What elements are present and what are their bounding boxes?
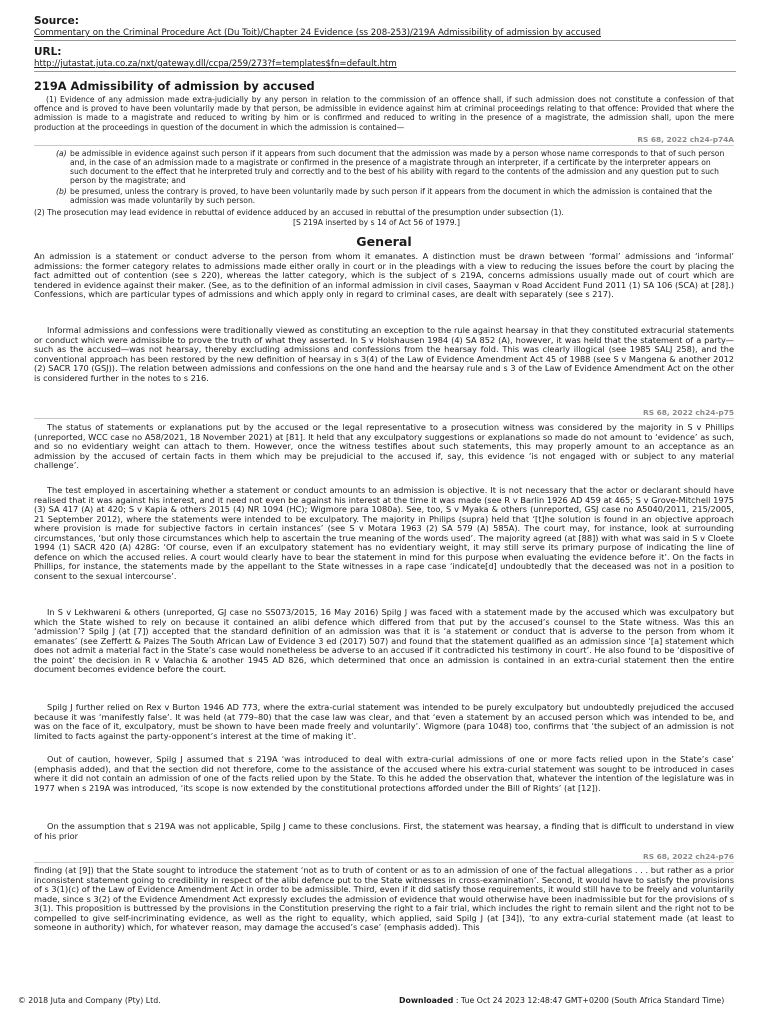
paragraph-text: On the assumption that s 219A was not applicable, Spilg J came to these conclusions. First, the statement was hearsay, a finding that is difficult to understand in view of his prior [34, 821, 734, 841]
subsection-1-text: (1) Evidence of any admission made extra-judicially by any person in relation to the commission of an offence shall, if such admission does not constitute a confession of that offence and is proved to have been voluntarily made by that person, be admissible in evidence against him at criminal proceedings relating to that offence: Provided that where the admission is made to a magistrate and reduced to writing by him or is confirmed and reduced to writing in the presence of a magistrate, the admission shall, upon the mere production at the proceedings in question of the document in which the admission is contained— [34, 95, 734, 132]
paragraph-b [56, 187, 728, 205]
section-title: 219A Admissibility of admission by accused [34, 79, 315, 93]
page-ref-divider [34, 418, 734, 419]
paragraph-text: Out of caution, however, Spilg J assumed that s 219A ‘was introduced to deal with extra-curial admissions of one or more facts relied upon in the State’s case’ (emphasis added), and that the section did not therefore, come to the assistance of the accused where his extra-curial statement was sought to be introduced in cases where it did not contain an admission of one of the facts relied upon by the State. To this he added the observation that, whatever the intention of the legislature was in 1977 when s 219A was introduced, ‘its scope is now extended by the constitutional protections afforded under the Bill of Rights’ (at [12]). [34, 754, 734, 793]
paragraph-hearsay [34, 326, 734, 383]
source-label: Source: [34, 15, 79, 27]
subsection-1 [34, 95, 734, 132]
footer-copyright: © 2018 Juta and Company (Pty) Ltd. [18, 996, 161, 1005]
page-ref-divider [34, 862, 734, 863]
footer-download [399, 996, 724, 1005]
page-ref-76: RS 68, 2022 ch24-p76 [643, 852, 734, 861]
paragraph-text: The test employed in ascertaining whether a statement or conduct amounts to an admission is objective. It is not necessary that the actor or declarant should have realised that it was against his interest, and it need not even be against his interest at the time it was made (see R v Barlin 1926 AD 459 at 465; S v Grove-Mitchell 1975 (3) SA 417 (A) at 420; S v Kapia & others 2015 (4) NR 1094 (HC); Wigmore para 1080a). See, too, S v Myaka & others (unreported, GSJ case no A5040/2011, 215/2005, 21 September 2012), where the statements were intended to be exculpatory. The majority in Philips (supra) held that ‘[t]he solution is found in an objective approach where provision is made for subjective factors in certain instances’ (see S v Motara 1963 (2) SA 579 (A) 585A). The court may, for instance, look at surrounding circumstances, ‘but only those circumstances which help to ascertain the true meaning of the words used’. The majority agreed (at [88]) with what was said in S v Cloete 1994 (1) SACR 420 (A) 428G: ‘Of course, even if an exculpatory statement has no evidentiary weight, it may still serve its primary purpose of indicating the line of defence on which the accused relies. A court would clearly have to bear the statement in mind for this purpose when evaluating the evidence before it’. On the facts in Phillips, for instance, the statements made by the appellant to the State witnesses in a rape case ‘indicate[d] undoubtedly that the deceased was not in a position to consent to the sexual intercourse’. [34, 485, 734, 581]
source-divider [34, 40, 736, 41]
paragraph-phillips [34, 423, 734, 471]
general-heading: General [356, 234, 412, 249]
paragraph-caution [34, 755, 734, 793]
paragraph-b-label: (b) [56, 187, 67, 196]
paragraph-a [56, 149, 728, 185]
paragraph-b-text: be presumed, unless the contrary is proved, to have been voluntarily made by such person if it appears from the document in which the admission is contained that the admission was made voluntarily by such person. [70, 187, 713, 206]
paragraph-finding [34, 866, 734, 933]
paragraph-text: The status of statements or explanations put by the accused or the legal representative to a prosecution witness was considered by the majority in S v Phillips (unreported, WCC case no A58/2021, 18 November 2021) at [81]. It held that any exculpatory suggestions or explanations so made do not amount to ‘evidence’ as such, and so no evidentiary weight can attach to them. However, once the witness testifies about such statements, this may properly amount to an acceptance as an admission by the accused of certain facts in them which may be prejudicial to the accused if, say, this evidence ‘is not engaged with or subject to any material challenge’. [34, 422, 734, 470]
paragraph-lekhwareni [34, 608, 734, 675]
url-label: URL: [34, 46, 62, 58]
subsection-2: (2) The prosecution may lead evidence in rebuttal of evidence adduced by an accused in rebuttal of the presumption under subsection (1). [34, 208, 564, 217]
paragraph-text: Informal admissions and confessions were traditionally viewed as constituting an exception to the rule against hearsay in that they constituted extracurial statements or conduct which were admissible to prove the truth of what they asserted. In S v Holshausen 1984 (4) SA 852 (A), however, it was held that the statement of a party—such as the accused—was not hearsay, thereby excluding admissions and confessions from the hearsay fold. This was clearly illogical (see 1985 SALJ 258), and the conventional approach has been restored by the new definition of hearsay in s 3(4) of the Law of Evidence Amendment Act 45 of 1988 (see S v Mangena & another 2012 (2) SACR 170 (GSJ)). The relation between admissions and confessions on the one hand and the hearsay rule and s 3 of the Law of Evidence Amendment Act on the other is considered further in the notes to s 216. [34, 325, 734, 383]
paragraph-text: Spilg J further relied on Rex v Burton 1946 AD 773, where the extra-curial statement was intended to be purely exculpatory but undoubtedly prejudiced the accused because it was ‘manifestly false’. It was held (at 779–80) that the case law was clear, and that ‘even a statement by an accused person which was intended to be, and was on the face of it, exculpatory, must be shown to have been made freely and voluntarily’. Wigmore (para 1048) too, confirms that ‘the subject of an admission is not limited to facts against the party-opponent’s interest at the time of making it’. [34, 702, 734, 741]
paragraph-definition [34, 252, 734, 300]
paragraph-burton [34, 703, 734, 741]
page-ref-divider [34, 145, 734, 146]
downloaded-label: Downloaded [399, 996, 454, 1005]
paragraph-text: In S v Lekhwareni & others (unreported, GJ case no SS073/2015, 16 May 2016) Spilg J was faced with a statement made by the accused which was exculpatory but which the State wished to rely on because it contained an alibi defence which differed from that put by the accused’s counsel to the State witness. Was this an ‘admission’? Spilg J (at [7]) accepted that the standard definition of an admission was that it is ‘a statement or conduct that is adverse to the person from whom it emanates’ (see Zeffertt & Paizes The South African Law of Evidence 3 ed (2017) 507) and found that the statement qualified as an admission since ‘[a] statement which does not admit a material fact in the State’s case would nonetheless be adverse to an accused if it contradicted his testimony in court’. He also found to be ‘dispositive of the point’ the decision in R v Valachia & another 1945 AD 826, which determined that once an admission is contained in an extra-curial statement then the entire document becomes evidence before the court. [34, 607, 735, 674]
page-ref-75: RS 68, 2022 ch24-p75 [643, 408, 734, 417]
downloaded-value: : Tue Oct 24 2023 12:48:47 GMT+0200 (South Africa Standard Time) [455, 996, 725, 1005]
paragraph-text: finding (at [9]) that the State sought to introduce the statement ‘not as to truth of content or as to an admission of one of the factual allegations . . . but rather as a prior inconsistent statement going to credibility in respect of the alibi defence put to the State witnesses in cross-examination’. Second, it would have to satisfy the provisions of s 3(1)(c) of the Law of Evidence Amendment Act in order to be admissible. Third, even if it did satisfy those requirements, it would still have to be freely and voluntarily made, since s 3(2) of the Evidence Amendment Act expressly excludes the admission of evidence that would otherwise have been inadmissible but for the provisions of s 3(1). This proposition is buttressed by the provisions in the Constitution preserving the right to a fair trial, which includes the right to remain silent and the right not to be compelled to give self-incriminating evidence, as well as the right to equality, which applied, said Spilg J (at [34]), ‘to any extra-curial statement made (at least to someone in authority) which, for whatever reason, may damage the accused’s case’ (emphasis added). This [34, 865, 734, 932]
paragraph-a-text: be admissible in evidence against such person if it appears from such document that the admission was made by a person whose name corresponds to that of such person and, in the case of an admission made to a magistrate or confirmed in the presence of a magistrate through an interpreter, if a certificate by the interpreter appears on such document to the effect that he interpreted truly and correctly and to the best of his ability with regard to the contents of the admission and any question put to such person by the magistrate; and [70, 149, 725, 186]
source-link[interactable]: Commentary on the Criminal Procedure Act (Du Toit)/Chapter 24 Evidence (ss 208-253)/219A Admissibility of admission by accused [34, 28, 601, 38]
url-link[interactable]: http://jutastat.juta.co.za/nxt/gateway.dll/ccpa/259/273?f=templates$fn=default.htm [34, 59, 397, 69]
insertion-note: [S 219A inserted by s 14 of Act 56 of 1979.] [293, 218, 460, 227]
paragraph-assumption [34, 822, 734, 841]
paragraph-a-label: (a) [56, 149, 67, 158]
paragraph-text: An admission is a statement or conduct adverse to the person from whom it emanates. A distinction must be drawn between ‘formal’ admissions and ‘informal’ admissions: the former category relates to admissions made either orally in court or in the pleadings with a view to reducing the issues before the court by placing the fact admitted out of contention (see s 220), whereas the latter category, which is the subject of s 219A, concerns admissions usually made out of court which are tendered in evidence against their maker. (See, as to the definition of an informal admission in civil cases, Saayman v Road Accident Fund 2011 (1) SA 106 (SCA) at [28].) Confessions, which are particular types of admissions and which apply only in regard to criminal cases, are dealt with separately (see s 217). [34, 251, 734, 299]
page-ref-74a: RS 68, 2022 ch24-p74A [637, 135, 734, 144]
url-divider [34, 71, 736, 72]
paragraph-test [34, 486, 734, 581]
